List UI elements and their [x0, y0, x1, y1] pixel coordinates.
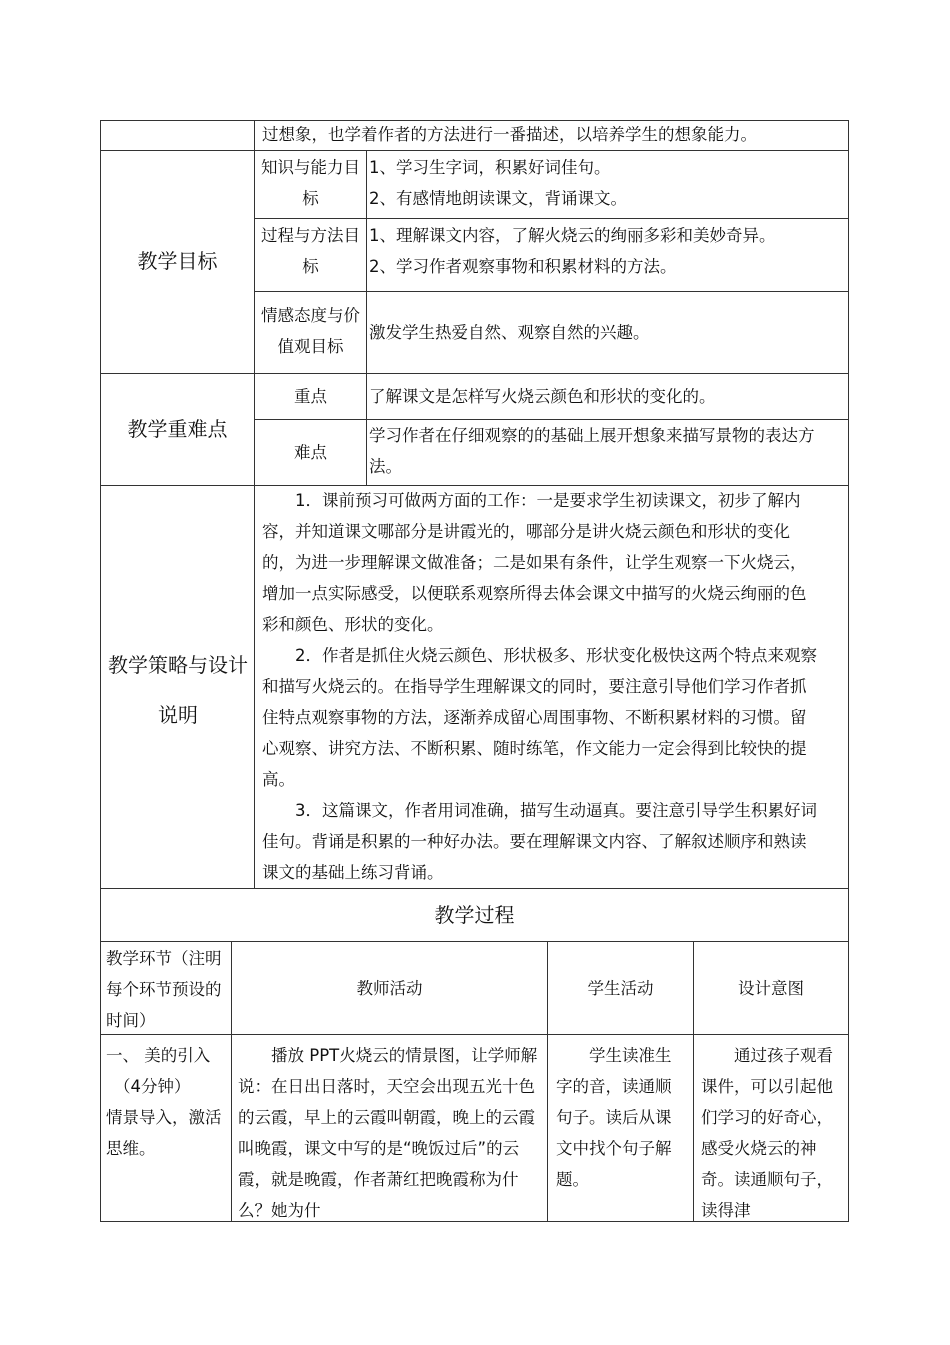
objective-content-process: [369, 220, 847, 291]
strategy-label: 教学策略与设计说明: [108, 653, 248, 727]
key-point-category-focus: 重点: [294, 387, 327, 406]
objective-category-knowledge: 知识与能力目标: [261, 158, 360, 208]
objective-line: 1、学习生字词，积累好词佳句。: [369, 158, 611, 177]
key-point-content-focus: 了解课文是怎样写火烧云颜色和形状的变化的。: [369, 387, 716, 406]
process-header-student: 学生活动: [587, 978, 654, 998]
continued-text: 过想象，也学着作者的方法进行一番描述，以培养学生的想象能力。: [262, 125, 757, 144]
process-stage-cell: [106, 1040, 226, 1221]
strategy-paragraph: 1．课前预习可做两方面的工作：一是要求学生初读课文，初步了解内容，并知道课文哪部分是讲霞光的，哪部分是讲火烧云颜色和形状的变化的，为进一步理解课文做准备；二是如果有条件，让学生观察一下火烧云，增加一点实际感受，以便联系观察所得去体会课文中描写的火烧云绚丽的色彩和颜色、形状的变化。: [262, 491, 807, 634]
key-point-category-difficulty: 难点: [294, 443, 327, 462]
rule: [100, 1034, 849, 1035]
rule: [254, 218, 849, 219]
key-points-label: 教学重难点: [127, 417, 228, 441]
strategy-paragraph: 3．这篇课文，作者用词准确，描写生动逼真。要注意引导学生积累好词佳句。背诵是积累的一种好办法。要在理解课文内容、了解叙述顺序和熟读课文的基础上练习背诵。: [262, 801, 817, 882]
objective-content-emotion: [369, 292, 847, 373]
stage-title: 一、 美的引入: [106, 1046, 211, 1065]
process-header-intent: 设计意图: [738, 978, 804, 998]
rule: [100, 1221, 849, 1222]
objective-line: 2、有感情地朗读课文，背诵课文。: [369, 189, 627, 208]
rule: [848, 120, 849, 1222]
process-design-intent: 通过孩子观看课件，可以引起他们学习的好奇心，感受火烧云的神奇。读通顺句子，读得津: [701, 1046, 833, 1220]
rule: [366, 150, 367, 485]
objective-line: 激发学生热爱自然、观察自然的兴趣。: [369, 323, 650, 342]
objective-line: 1、理解课文内容，了解火烧云的绚丽多彩和美妙奇异。: [369, 226, 776, 245]
objective-content-knowledge: [369, 152, 847, 218]
stage-time: （4分钟）: [114, 1077, 191, 1096]
process-student-activity: 学生读准生字的音，读通顺句子。读后从课文中找个句子解题。: [556, 1046, 672, 1189]
objectives-label: 教学目标: [137, 249, 218, 273]
objective-category-emotion: 情感态度与价值观目标: [261, 306, 360, 356]
process-title: 教学过程: [434, 902, 515, 927]
process-header-stage: 教学环节（注明每个环节预设的时间）: [106, 949, 222, 1030]
strategy-text: [262, 485, 818, 888]
process-teacher-activity: 播放 PPT火烧云的情景图，让学师解说：在日出日落时，天空会出现五光十色的云霞，早上的云霞叫朝霞，晚上的云霞叫晚霞，课文中写的是“晚饭过后”的云霞，就是晚霞，作者萧红把晚霞称为什么？她为什: [238, 1046, 538, 1220]
objective-category-process: 过程与方法目标: [261, 226, 360, 276]
key-point-content-difficulty: 学习作者在仔细观察的的基础上展开想象来描写景物的表达方法。: [369, 426, 815, 476]
objective-line: 2、学习作者观察事物和积累材料的方法。: [369, 257, 677, 276]
strategy-paragraph: 2．作者是抓住火烧云颜色、形状极多、形状变化极快这两个特点来观察和描写火烧云的。在指导学生理解课文的同时，要注意引导他们学习作者抓住特点观察事物的方法，逐渐养成留心周围事物、不断积累材料的习惯。留心观察、讲究方法、不断积累、随时练笔，作文能力一定会得到比较快的提高。: [262, 646, 817, 789]
stage-description: 情景导入，激活思维。: [106, 1108, 222, 1158]
process-header-teacher: 教师活动: [356, 978, 423, 998]
